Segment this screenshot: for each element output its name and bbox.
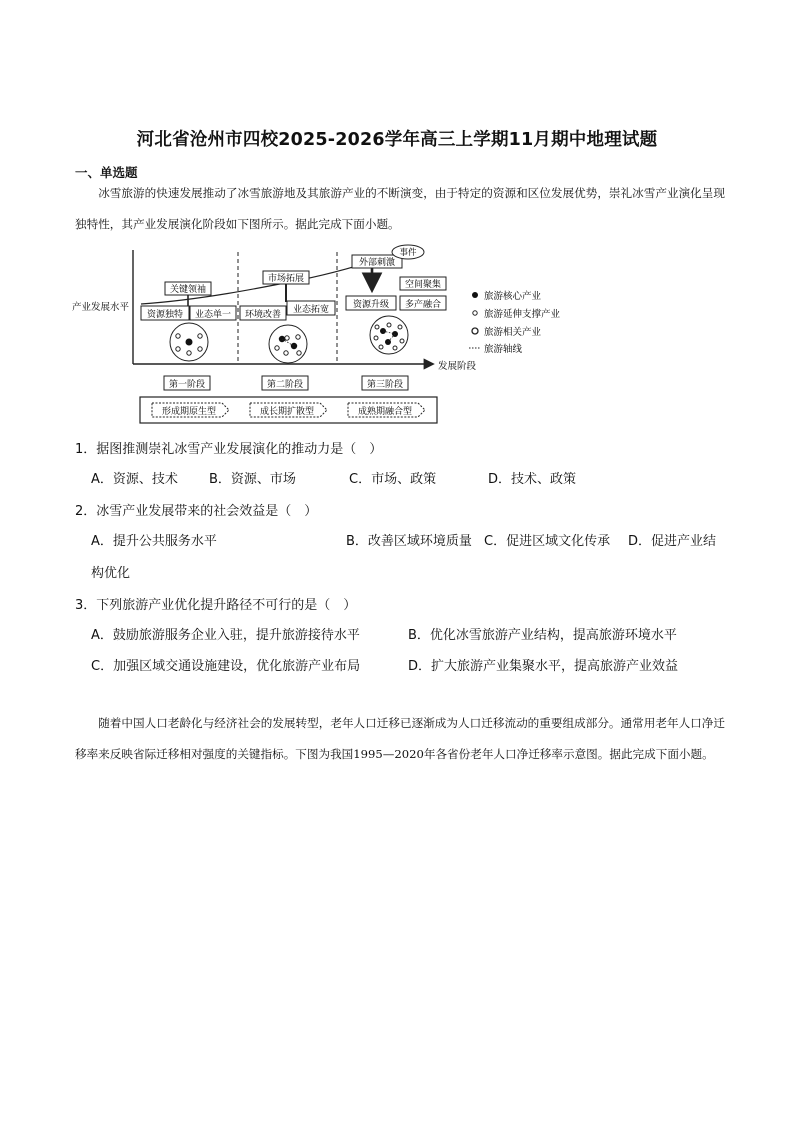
q1-option-d: D．技术、政策 bbox=[488, 472, 577, 487]
question-1-stem: 1．据图推测崇礼冰雪产业发展演化的推动力是（ ） bbox=[75, 442, 383, 457]
stage2-feature-1: 环境改善 bbox=[244, 310, 282, 320]
legend-core: 旅游核心产业 bbox=[484, 291, 542, 302]
stage2-type: 成长期扩散型 bbox=[259, 407, 315, 417]
x-axis-label: 发展阶段 bbox=[438, 361, 477, 372]
stage1-label: 第一阶段 bbox=[168, 380, 206, 390]
q3-option-c: C．加强区域交通设施建设，优化旅游产业布局 bbox=[91, 659, 361, 674]
legend-support: 旅游延伸支撑产业 bbox=[484, 309, 561, 320]
question-2-stem: 2．冰雪产业发展带来的社会效益是（ ） bbox=[75, 504, 318, 519]
stage2-feature-2: 业态拓宽 bbox=[292, 305, 330, 315]
legend-axis-line: 旅游轴线 bbox=[484, 344, 523, 355]
stage1-driver: 关键领袖 bbox=[169, 285, 207, 295]
q2-option-c: C．促进区域文化传承 bbox=[484, 534, 611, 549]
q3-option-a: A．鼓励旅游服务企业入驻，提升旅游接待水平 bbox=[91, 628, 360, 643]
q3-option-b: B．优化冰雪旅游产业结构，提高旅游环境水平 bbox=[408, 628, 677, 643]
stage2-label: 第二阶段 bbox=[266, 380, 304, 390]
stage1-feature-2: 业态单一 bbox=[194, 310, 232, 320]
stage2-cluster bbox=[269, 325, 307, 363]
stage3-feature-1: 资源升级 bbox=[352, 300, 390, 310]
stage3-event: 事件 bbox=[399, 248, 417, 258]
q2-option-d: D．促进产业结 bbox=[628, 534, 717, 549]
passage-2: 随着中国人口老龄化与经济社会的发展转型，老年人口迁移已逐渐成为人口迁移流动的重要组成部分。通常用老年人口净迁移率来反映省际迁移相对强度的关键指标。下图为我国1995—2020年各省份老年人口净迁移率示意图。据此完成下面小题。 bbox=[75, 716, 725, 761]
stage3-feature-2: 多产融合 bbox=[404, 300, 442, 310]
stage1-type: 形成期原生型 bbox=[161, 407, 217, 417]
q3-option-d: D．扩大旅游产业集聚水平，提高旅游产业效益 bbox=[408, 659, 679, 674]
stage2-driver: 市场拓展 bbox=[267, 274, 305, 284]
stage3-label: 第三阶段 bbox=[366, 380, 404, 390]
q1-option-c: C．市场、政策 bbox=[349, 472, 437, 487]
page-title: 河北省沧州市四校2025-2026学年高三上学期11月期中地理试题 bbox=[136, 130, 658, 150]
stage3-cluster bbox=[370, 316, 408, 354]
stage1-feature-1: 资源独特 bbox=[146, 310, 184, 320]
q2-option-d-continued: 构优化 bbox=[91, 566, 131, 581]
y-axis-label: 产业发展水平 bbox=[72, 302, 130, 313]
question-3-stem: 3．下列旅游产业优化提升路径不可行的是（ ） bbox=[75, 598, 357, 613]
stage3-type: 成熟期融合型 bbox=[357, 407, 413, 417]
industry-evolution-figure bbox=[0, 240, 794, 440]
q1-option-a: A．资源、技术 bbox=[91, 472, 178, 487]
stage3-extra: 空间聚集 bbox=[404, 280, 442, 290]
q1-option-b: B．资源、市场 bbox=[209, 472, 296, 487]
section-heading: 一、单选题 bbox=[75, 165, 138, 180]
passage-1: 冰雪旅游的快速发展推动了冰雪旅游地及其旅游产业的不断演变，由于特定的资源和区位发展优势，崇礼冰雪产业演化呈现独特性，其产业发展演化阶段如下图所示。据此完成下面小题。 bbox=[75, 186, 725, 231]
q2-option-a: A．提升公共服务水平 bbox=[91, 534, 217, 549]
stage3-driver: 外部刺激 bbox=[358, 258, 396, 268]
q2-option-b: B．改善区域环境质量 bbox=[346, 534, 472, 549]
legend-related: 旅游相关产业 bbox=[484, 327, 542, 338]
